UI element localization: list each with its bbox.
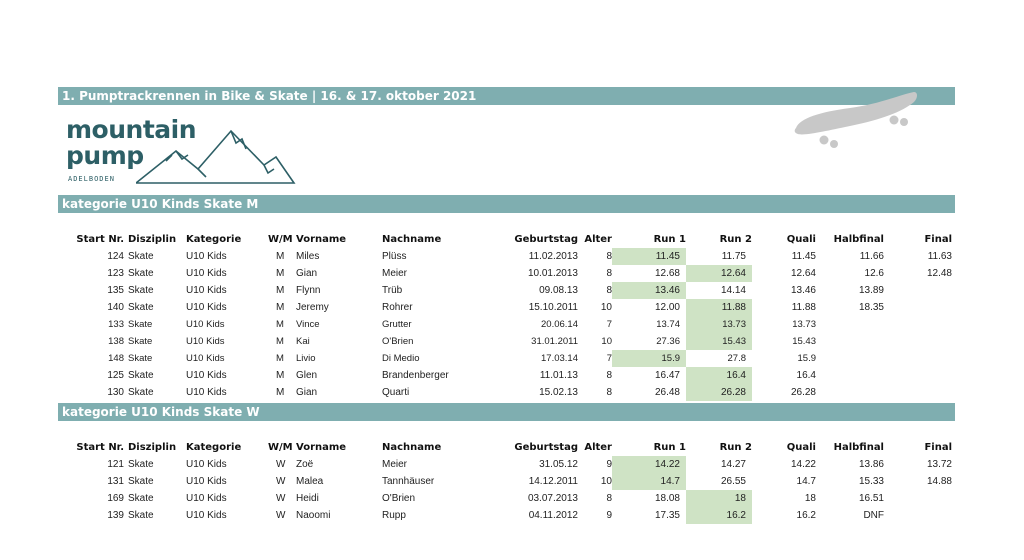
- cell-run1: 17.35: [654, 510, 680, 521]
- cell-geburtstag: 10.01.2013: [527, 268, 578, 279]
- cell-quali: 16.4: [796, 370, 816, 381]
- col-run2: Run 2: [719, 233, 752, 245]
- cell-vorname: Livio: [296, 353, 316, 364]
- cell-vorname: Kai: [296, 336, 310, 347]
- col-disziplin: Disziplin: [128, 441, 177, 453]
- cell-start-nr: 131: [107, 476, 124, 487]
- cell-start-nr: 140: [107, 302, 124, 313]
- cell-vorname: Flynn: [296, 285, 321, 296]
- cell-run2: 16.2: [686, 507, 752, 524]
- col-start-nr: Start Nr.: [76, 441, 124, 453]
- cell-nachname: Rupp: [382, 510, 406, 521]
- cell-run1: 11.45: [612, 248, 686, 265]
- cell-disziplin: Skate: [128, 251, 154, 262]
- cell-quali: 13.73: [792, 319, 816, 330]
- cell-wm: M: [276, 268, 285, 279]
- table-row: [60, 333, 952, 350]
- cell-run2: 26.28: [686, 384, 752, 401]
- table-row: [60, 473, 952, 490]
- cell-run1: 16.47: [654, 370, 680, 381]
- col-final: Final: [924, 233, 952, 245]
- cell-wm: W: [276, 476, 286, 487]
- cell-geburtstag: 11.01.13: [539, 370, 578, 381]
- table-row: [60, 384, 952, 401]
- cell-kategorie: U10 Kids: [186, 387, 227, 398]
- cell-geburtstag: 15.10.2011: [528, 302, 578, 313]
- cell-wm: M: [276, 285, 285, 296]
- cell-nachname: Plüss: [382, 251, 407, 262]
- cell-disziplin: Skate: [128, 370, 154, 381]
- cell-wm: M: [276, 302, 285, 313]
- cell-nachname: Di Medio: [382, 353, 420, 364]
- cell-start-nr: 138: [108, 336, 124, 347]
- cell-final: [884, 384, 952, 401]
- col-nachname: Nachname: [382, 233, 442, 245]
- cell-halbfinal: [816, 316, 884, 333]
- cell-start-nr: 135: [107, 285, 124, 296]
- table-row: [60, 490, 952, 507]
- cell-disziplin: Skate: [128, 268, 154, 279]
- table-row: [60, 248, 952, 265]
- cell-start-nr: 148: [108, 353, 124, 364]
- cell-final: 13.72: [926, 459, 952, 470]
- cell-final: [884, 350, 952, 367]
- event-title: 1. Pumptrackrennen in Bike & Skate | 16. & 17. oktober 2021: [62, 89, 477, 103]
- cell-run1: 14.7: [612, 473, 686, 490]
- cell-alter: 10: [601, 336, 612, 347]
- cell-geburtstag: 09.08.13: [539, 285, 578, 296]
- cell-disziplin: Skate: [128, 493, 154, 504]
- cell-halbfinal: 13.86: [858, 459, 884, 470]
- cell-disziplin: Skate: [128, 459, 154, 470]
- cell-wm: W: [276, 510, 286, 521]
- cell-alter: 8: [606, 251, 612, 262]
- cell-final: [884, 316, 952, 333]
- cell-nachname: Tannhäuser: [382, 476, 435, 487]
- logo-line-1: mountain: [66, 115, 197, 144]
- cell-disziplin: Skate: [128, 319, 153, 330]
- table-row: [60, 507, 952, 524]
- table-header-row: [60, 230, 952, 248]
- col-alter: Alter: [584, 441, 612, 453]
- cell-kategorie: U10 Kids: [186, 459, 227, 470]
- cell-disziplin: Skate: [128, 302, 154, 313]
- cell-alter: 8: [606, 268, 612, 279]
- col-start-nr: Start Nr.: [76, 233, 124, 245]
- cell-final: 14.88: [926, 476, 952, 487]
- section-title: kategorie U10 Kinds Skate W: [62, 405, 260, 419]
- cell-vorname: Malea: [296, 476, 324, 487]
- logo-line-2: pump: [66, 141, 144, 170]
- cell-vorname: Gian: [296, 268, 318, 279]
- cell-kategorie: U10 Kids: [186, 493, 227, 504]
- col-run1: Run 1: [653, 233, 686, 245]
- cell-vorname: Gian: [296, 387, 318, 398]
- cell-quali: 15.43: [792, 336, 816, 347]
- cell-alter: 10: [600, 302, 612, 313]
- cell-nachname: Meier: [382, 459, 408, 470]
- table-row: [60, 282, 952, 299]
- col-kategorie: Kategorie: [186, 233, 242, 245]
- cell-run1: 26.48: [654, 387, 680, 398]
- cell-kategorie: U10 Kids: [186, 353, 225, 364]
- cell-kategorie: U10 Kids: [186, 336, 225, 347]
- cell-wm: M: [276, 387, 285, 398]
- cell-geburtstag: 15.02.13: [539, 387, 578, 398]
- cell-nachname: Trüb: [382, 285, 403, 296]
- cell-nachname: Meier: [382, 268, 408, 279]
- cell-run1: 13.46: [612, 282, 686, 299]
- section-title: kategorie U10 Kinds Skate M: [62, 197, 259, 211]
- col-vorname: Vorname: [296, 441, 347, 453]
- cell-start-nr: 133: [108, 319, 124, 330]
- logo-subtitle: ADELBODEN: [68, 175, 115, 183]
- cell-vorname: Miles: [296, 251, 320, 262]
- cell-halbfinal: 16.51: [858, 493, 884, 504]
- cell-run2: 16.4: [686, 367, 752, 384]
- cell-nachname: O'Brien: [382, 493, 416, 504]
- table-row: [60, 265, 952, 282]
- col-geburtstag: Geburtstag: [514, 441, 578, 453]
- cell-nachname: Grutter: [382, 319, 412, 330]
- cell-run2: 27.8: [727, 353, 746, 364]
- cell-disziplin: Skate: [128, 476, 154, 487]
- cell-wm: M: [276, 319, 284, 330]
- cell-final: 11.63: [927, 251, 952, 262]
- cell-start-nr: 139: [107, 510, 124, 521]
- results-table-skate-w: [60, 438, 952, 524]
- cell-run1: 14.22: [612, 456, 686, 473]
- col-quali: Quali: [786, 441, 816, 453]
- cell-halbfinal: [816, 350, 884, 367]
- cell-alter: 7: [606, 319, 612, 330]
- cell-quali: 13.46: [790, 285, 816, 296]
- cell-wm: M: [276, 353, 284, 364]
- cell-final: [884, 367, 952, 384]
- cell-alter: 8: [606, 285, 612, 296]
- cell-geburtstag: 31.05.12: [539, 459, 578, 470]
- cell-halbfinal: 13.89: [858, 285, 884, 296]
- cell-alter: 10: [600, 476, 612, 487]
- col-wm: W/M: [268, 233, 293, 245]
- cell-halbfinal: 15.33: [858, 476, 884, 487]
- cell-run2: 11.88: [686, 299, 752, 316]
- cell-run2: 14.27: [720, 459, 746, 470]
- cell-nachname: Rohrer: [382, 302, 413, 313]
- mountain-logo-icon: [136, 125, 296, 187]
- cell-vorname: Naoomi: [296, 510, 331, 521]
- cell-alter: 8: [606, 387, 612, 398]
- cell-run1: 12.68: [654, 268, 680, 279]
- col-halbfinal: Halbfinal: [833, 441, 884, 453]
- cell-kategorie: U10 Kids: [186, 285, 227, 296]
- cell-kategorie: U10 Kids: [186, 476, 227, 487]
- cell-wm: M: [276, 336, 284, 347]
- cell-geburtstag: 17.03.14: [541, 353, 578, 364]
- col-nachname: Nachname: [382, 441, 442, 453]
- cell-run2: 11.75: [721, 251, 746, 262]
- cell-quali: 15.9: [797, 353, 816, 364]
- cell-start-nr: 169: [107, 493, 124, 504]
- cell-alter: 8: [606, 493, 612, 504]
- col-kategorie: Kategorie: [186, 441, 242, 453]
- cell-disziplin: Skate: [128, 336, 153, 347]
- cell-geburtstag: 04.11.2012: [528, 510, 578, 521]
- table-row: [60, 316, 952, 333]
- cell-kategorie: U10 Kids: [186, 302, 227, 313]
- cell-kategorie: U10 Kids: [186, 319, 225, 330]
- cell-disziplin: Skate: [128, 285, 154, 296]
- table-row: [60, 350, 952, 367]
- cell-quali: 11.88: [791, 302, 816, 313]
- cell-halbfinal: 12.6: [864, 268, 884, 279]
- cell-quali: 11.45: [791, 251, 816, 262]
- results-table-skate-m: [60, 230, 952, 401]
- cell-run1: 18.08: [654, 493, 680, 504]
- cell-vorname: Glen: [296, 370, 318, 381]
- cell-alter: 9: [606, 459, 612, 470]
- cell-nachname: O'Brien: [382, 336, 414, 347]
- cell-start-nr: 123: [107, 268, 124, 279]
- cell-halbfinal: 11.66: [859, 251, 884, 262]
- skateboard-icon: [790, 90, 920, 152]
- cell-halbfinal: DNF: [863, 510, 884, 521]
- col-alter: Alter: [584, 233, 612, 245]
- cell-kategorie: U10 Kids: [186, 510, 227, 521]
- cell-quali: 14.7: [796, 476, 816, 487]
- cell-quali: 12.64: [790, 268, 816, 279]
- cell-final: [884, 507, 952, 524]
- cell-nachname: Brandenberger: [382, 370, 449, 381]
- cell-geburtstag: 03.07.2013: [527, 493, 578, 504]
- cell-run2: 12.64: [686, 265, 752, 282]
- cell-vorname: Jeremy: [296, 302, 329, 313]
- cell-run1: 15.9: [612, 350, 686, 367]
- section-bar-skate-m: [58, 195, 955, 213]
- section-bar-skate-w: [58, 403, 955, 421]
- table-row: [60, 367, 952, 384]
- cell-disziplin: Skate: [128, 387, 154, 398]
- cell-final: [884, 333, 952, 350]
- cell-nachname: Quarti: [382, 387, 410, 398]
- table-row: [60, 456, 952, 473]
- col-final: Final: [924, 441, 952, 453]
- cell-geburtstag: 31.01.2011: [531, 336, 578, 347]
- cell-vorname: Heidi: [296, 493, 319, 504]
- cell-halbfinal: 18.35: [858, 302, 884, 313]
- cell-run2: 18: [686, 490, 752, 507]
- cell-alter: 9: [606, 510, 612, 521]
- cell-start-nr: 124: [107, 251, 124, 262]
- cell-quali: 14.22: [790, 459, 816, 470]
- cell-start-nr: 130: [107, 387, 124, 398]
- col-disziplin: Disziplin: [128, 233, 177, 245]
- cell-quali: 26.28: [790, 387, 816, 398]
- cell-geburtstag: 20.06.14: [541, 319, 578, 330]
- col-vorname: Vorname: [296, 233, 347, 245]
- cell-wm: M: [276, 370, 285, 381]
- cell-start-nr: 125: [107, 370, 124, 381]
- cell-wm: M: [276, 251, 285, 262]
- col-wm: W/M: [268, 441, 293, 453]
- col-halbfinal: Halbfinal: [833, 233, 884, 245]
- cell-start-nr: 121: [107, 459, 124, 470]
- cell-quali: 16.2: [796, 510, 816, 521]
- cell-kategorie: U10 Kids: [186, 370, 227, 381]
- cell-vorname: Vince: [296, 319, 320, 330]
- table-header-row: [60, 438, 952, 456]
- cell-disziplin: Skate: [128, 510, 154, 521]
- cell-run2: 14.14: [720, 285, 746, 296]
- cell-alter: 7: [606, 353, 612, 364]
- cell-wm: W: [276, 493, 286, 504]
- cell-run2: 15.43: [686, 333, 752, 350]
- col-quali: Quali: [786, 233, 816, 245]
- cell-run1: 12.00: [654, 302, 680, 313]
- cell-kategorie: U10 Kids: [186, 251, 227, 262]
- cell-kategorie: U10 Kids: [186, 268, 227, 279]
- cell-vorname: Zoë: [296, 459, 314, 470]
- cell-final: [884, 299, 952, 316]
- col-run2: Run 2: [719, 441, 752, 453]
- cell-final: 12.48: [926, 268, 952, 279]
- mountain-pump-logo: [66, 115, 306, 195]
- col-run1: Run 1: [653, 441, 686, 453]
- col-geburtstag: Geburtstag: [514, 233, 578, 245]
- table-row: [60, 299, 952, 316]
- cell-run2: 26.55: [720, 476, 746, 487]
- cell-geburtstag: 11.02.2013: [528, 251, 578, 262]
- cell-run2: 13.73: [686, 316, 752, 333]
- cell-wm: W: [276, 459, 286, 470]
- cell-quali: 18: [804, 493, 816, 504]
- cell-disziplin: Skate: [128, 353, 153, 364]
- cell-run1: 27.36: [656, 336, 680, 347]
- cell-final: [884, 282, 952, 299]
- cell-halbfinal: [816, 367, 884, 384]
- cell-halbfinal: [816, 333, 884, 350]
- cell-final: [884, 490, 952, 507]
- cell-geburtstag: 14.12.2011: [528, 476, 578, 487]
- cell-run1: 13.74: [656, 319, 680, 330]
- cell-alter: 8: [606, 370, 612, 381]
- cell-halbfinal: [816, 384, 884, 401]
